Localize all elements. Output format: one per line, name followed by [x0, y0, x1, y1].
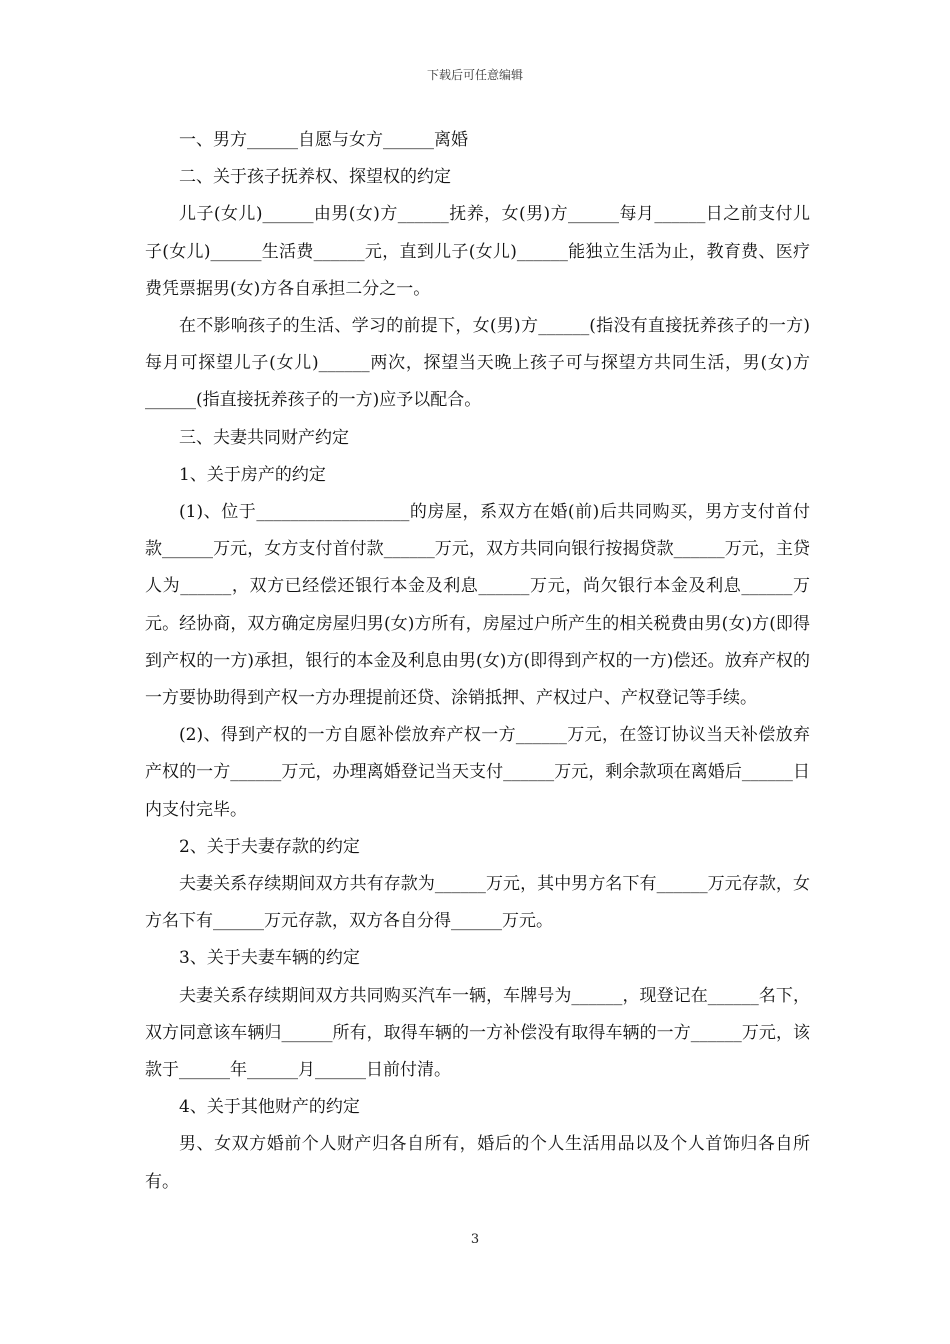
deposit-paragraph: 夫妻关系存续期间双方共有存款为______万元，其中男方名下有______万元存款，女方名下有______万元存款，双方各自分得______万元。	[145, 874, 810, 932]
page-header: 下载后可任意编辑	[426, 68, 523, 82]
property-paragraph-2: (2)、得到产权的一方自愿补偿放弃产权一方______万元，在签订协议当天补偿放弃产权的一方______万元，办理离婚登记当天支付______万元，剩余款项在离婚后______日内支付完毕。	[145, 725, 810, 820]
other-property-paragraph: 男、女双方婚前个人财产归各自所有，婚后的个人生活用品以及个人首饰归各自所有。	[145, 1134, 810, 1192]
visitation-paragraph: 在不影响孩子的生活、学习的前提下，女(男)方______(指没有直接抚养孩子的一方)每月可探望儿子(女儿)______两次，探望当天晚上孩子可与探望方共同生活，男(女)方______(指直接抚养孩子的一方)应予以配合。	[145, 316, 810, 411]
custody-paragraph: 儿子(女儿)______由男(女)方______抚养，女(男)方______每月______日之前支付儿子(女儿)______生活费______元，直到儿子(女儿)______能独立生活为止，教育费、医疗费凭票据男(女)方各自承担二分之一。	[145, 204, 810, 299]
vehicle-paragraph: 夫妻关系存续期间双方共同购买汽车一辆，车牌号为______，现登记在______名下，双方同意该车辆归______所有，取得车辆的一方补偿没有取得车辆的一方______万元，该款于______年______月______日前付清。	[145, 985, 810, 1081]
clause-3-heading: 三、夫妻共同财产约定	[179, 427, 349, 448]
other-property-heading: 4、关于其他财产的约定	[179, 1097, 360, 1118]
vehicle-heading: 3、关于夫妻车辆的约定	[179, 948, 360, 969]
page-number: 3	[470, 1232, 480, 1247]
document-body	[145, 122, 810, 1201]
deposit-heading: 2、关于夫妻存款的约定	[179, 836, 360, 857]
property-paragraph-1: (1)、位于__________________的房屋，系双方在婚(前)后共同购买，男方支付首付款______万元，女方支付首付款______万元，双方共同向银行按揭贷款______万元，主贷人为______，双方已经偿还银行本金及利息______万元，尚欠银行本金及利息______万元。经协商，双方确定房屋归男(女)方所有，房屋过户所产生的相关税费由男(女)方(即得到产权的一方)承担，银行的本金及利息由男(女)方(即得到产权的一方)偿还。放弃产权的一方要协助得到产权一方办理提前还贷、涂销抵押、产权过户、产权登记等手续。	[145, 502, 810, 709]
property-heading: 1、关于房产的约定	[179, 464, 326, 485]
clause-1-heading: 一、男方______自愿与女方______离婚	[179, 130, 468, 150]
clause-2-heading: 二、关于孩子抚养权、探望权的约定	[179, 167, 451, 188]
